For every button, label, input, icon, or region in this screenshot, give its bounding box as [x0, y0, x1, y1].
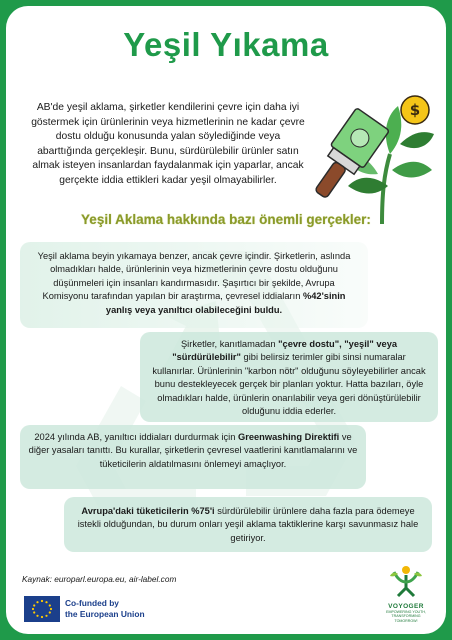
voyager-logo-icon	[386, 562, 426, 598]
fact-box-1	[20, 242, 368, 328]
money-brush-plant-illustration	[312, 74, 440, 234]
fact-box-3	[20, 425, 366, 489]
eu-cofunded-text	[65, 598, 145, 620]
voyager-tagline-2: TRANSFORMING	[391, 614, 421, 619]
fact-3-text-a: 2024 yılında AB, yanıltıcı iddiaları durdurmak için	[34, 432, 238, 442]
fact-4-text: sürdürülebilir ürünlere daha fazla para ödemeye istekli olduğundan, bu durum onları yeşil aklama taktiklerine karşı savunmasız hale getiriyor.	[77, 506, 419, 543]
fact-4-highlight: Avrupa'daki tüketicilerin %75'i	[81, 506, 215, 516]
page-title: Yeşil Yıkama	[123, 26, 329, 63]
voyager-logo	[374, 562, 438, 628]
fact-3-directive: Greenwashing Direktifi	[237, 432, 340, 442]
fact-2-text-a: Şirketler, kanıtlamadan	[180, 339, 279, 349]
eu-line-1: Co-funded by	[65, 598, 119, 608]
fact-1-highlight: %42'sinin yanlış veya yanıltıcı olabileceğini buldu.	[105, 291, 346, 315]
eu-flag-icon	[24, 596, 60, 622]
fact-box-2	[140, 332, 438, 422]
intro-paragraph: AB'de yeşil aklama, şirketler kendilerini çevre için daha iyi göstermek için ürünlerinin veya hizmetlerinin ne kadar çevre dostu olduğu konusunda yalan söylediğinde veya abarttığında gerçekleşir. Bunu, sürdürülebilir ürünler satın almak isteyen insanlardan faydalanmak için yaparlar, ancak gerçekte iddia ettikleri kadar yeşil olmayabilirler.	[31, 102, 305, 186]
poster-card	[6, 6, 446, 634]
fact-2-terms: "çevre dostu", "yeşil" veya "sürdürülebilir"	[172, 339, 398, 363]
fact-3-text-c: ve diğer yasaları tanıttı. Bu kurallar, şirketlerin çevresel vaatlerini kanıtlamalarını ve tüketicilerin aldatılmasını önlemeyi amaçlıyor.	[28, 432, 358, 469]
eu-cofunded-logo	[24, 594, 145, 624]
svg-text:$: $	[409, 101, 421, 119]
facts-subheading: Yeşil Aklama hakkında bazı önemli gerçekler:	[81, 212, 371, 227]
voyager-name: VOYOGER	[388, 603, 424, 610]
voyager-tagline-1: EMPOWERING YOUTH,	[386, 610, 426, 614]
fact-1-text: Yeşil aklama beyin yıkamaya benzer, ancak çevre içindir. Şirketlerin, aslında olmadıkları halde, ürünlerinin veya hizmetlerinin çevre dostu olduğunu düşünmeleri için insanları kandırmasıdır. Şaşırtıcı bir şekilde, Avrupa Komisyonu tarafından yapılan bir araştırma, çevresel iddiaların	[37, 251, 351, 302]
source-note: Kaynak: europarl.europa.eu, air-label.com	[22, 574, 177, 584]
voyager-tagline-3: TOMORROW!	[394, 618, 418, 623]
fact-box-4	[64, 497, 432, 552]
eu-line-2: the European Union	[65, 609, 145, 619]
fact-2-text-c: gibi belirsiz terimler gibi sinsi numaralar kullanırlar. Ürünlerinin "karbon nötr" olduğunu söyleyebilirler ancak bunu destekleyecek gerçek bir planları yoktur. Hatta bazıları, öyle olmadıkları halde, ürünlerin onarılabilir veya geri dönüştürülebilir olduğunu iddia ederler.	[152, 352, 426, 417]
